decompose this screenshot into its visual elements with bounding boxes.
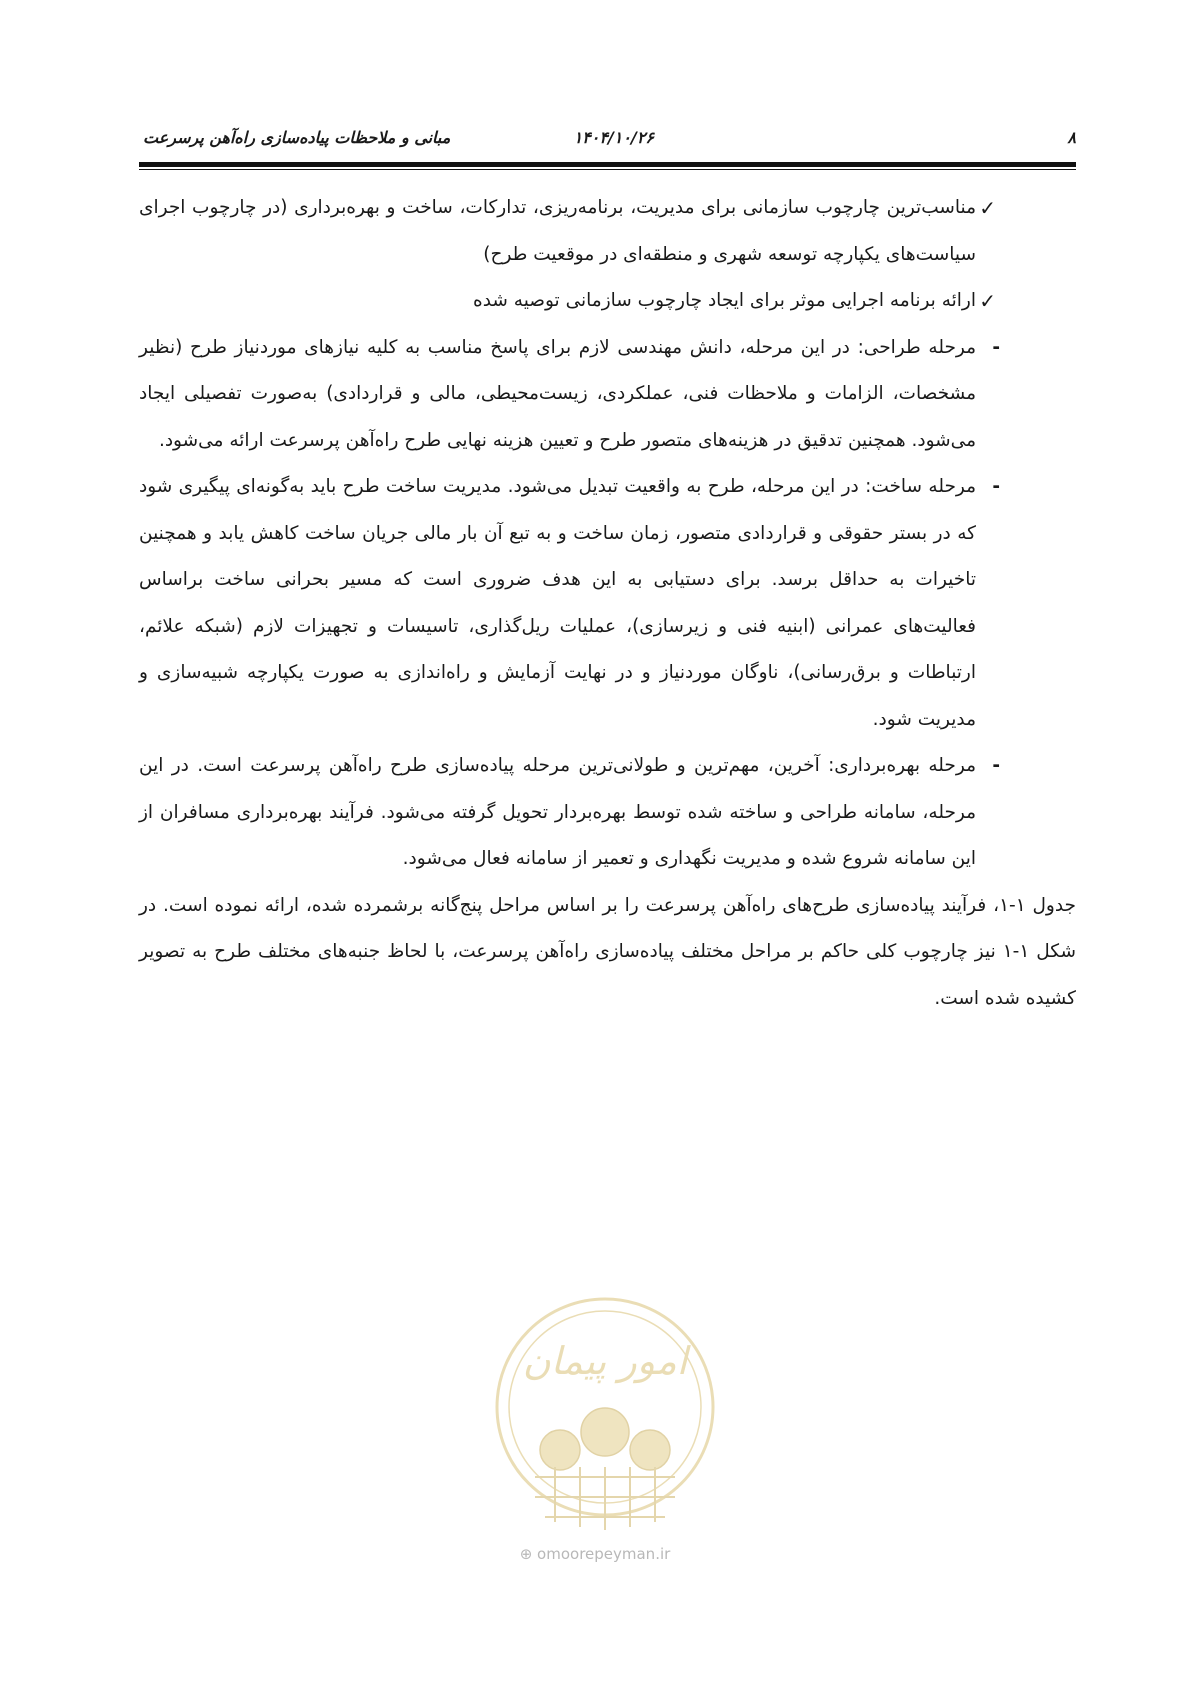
body-paragraph: جدول ۱-۱، فرآیند پیاده‌سازی طرح‌های راه‌آهن پرسرعت را بر اساس مراحل پنج‌گانه برشمرده شده، ارائه نموده است. در شکل ۱-۱ نیز چارچوب کلی حاکم بر مراحل مختلف پیاده‌سازی راه‌آهن پرسرعت، با لحاظ جنبه‌های مختلف طرح به تصویر کشیده شده است. [139, 894, 1077, 1009]
page-body [139, 185, 1076, 1022]
page-number: ۸ [1067, 128, 1076, 147]
check-list-item [139, 185, 1076, 278]
watermark-site [480, 1545, 710, 1563]
dash-list-item [139, 464, 1076, 743]
seal-logo-text: امور پیمان [522, 1339, 688, 1383]
dash-item-text: مرحله بهره‌برداری: آخرین، مهم‌ترین و طولانی‌ترین مرحله پیاده‌سازی طرح راه‌آهن پرسرعت است. در این مرحله، سامانه طراحی و ساخته شده توسط بهره‌بردار تحویل گرفته می‌شود. فرآیند بهره‌برداری مسافران از این سامانه شروع شده و مدیریت نگهداری و تعمیر از سامانه فعال می‌شود. [139, 755, 976, 869]
check-item-text: مناسب‌ترین چارچوب سازمانی برای مدیریت، برنامه‌ریزی، تدارکات، ساخت و بهره‌برداری (در چارچوب اجرای سیاست‌های یکپارچه توسعه شهری و منطقه‌ای در موقعیت طرح) [139, 197, 976, 265]
header-rule-thick [139, 162, 1076, 167]
watermark-seal-logo [480, 1282, 730, 1547]
globe-icon: ⊕ [519, 1545, 533, 1563]
check-mark-icon: ✓ [979, 196, 996, 220]
dash-bullet-icon: - [992, 755, 1000, 776]
header-title: مبانی و ملاحظات پیاده‌سازی راه‌آهن پرسرعت [143, 128, 451, 147]
dash-list-item [139, 325, 1076, 465]
check-list-item [139, 278, 1076, 325]
dash-list-item [139, 743, 1076, 883]
watermark-site-text: omoorepeyman.ir [537, 1545, 671, 1563]
header-rule-thin [139, 169, 1076, 170]
header-date: ۱۴۰۴/۱۰/۲۶ [573, 128, 654, 147]
dash-bullet-icon: - [992, 336, 1000, 358]
check-mark-icon: ✓ [979, 289, 996, 313]
dash-item-text: مرحله ساخت: در این مرحله، طرح به واقعیت تبدیل می‌شود. مدیریت ساخت طرح باید به‌گونه‌ای پیگیری شود که در بستر حقوقی و قراردادی متصور، زمان ساخت و به تبع آن بار مالی جریان ساخت کاهش یابد و همچنین تاخیرات به حداقل برسد. برای دستیابی به این هدف ضروری است که مسیر بحرانی ساخت براساس فعالیت‌های عمرانی (ابنیه فنی و زیرسازی)، عملیات ریل‌گذاری، تاسیسات و تجهیزات لازم (شبکه علائم، ارتباطات و برق‌رسانی)، ناوگان موردنیاز و در نهایت آزمایش و راه‌اندازی به صورت یکپارچه شبیه‌سازی و مدیریت شود. [139, 476, 976, 730]
dash-bullet-icon: - [992, 476, 1000, 497]
check-item-text: ارائه برنامه اجرایی موثر برای ایجاد چارچوب سازمانی توصیه شده [473, 290, 976, 311]
dash-item-text: مرحله طراحی: در این مرحله، دانش مهندسی لازم برای پاسخ مناسب به کلیه نیازهای موردنیاز طرح (نظیر مشخصات، الزامات و ملاحظات فنی، عملکردی، زیست‌محیطی، مالی و قراردادی) به‌صورت تفصیلی ایجاد می‌شود. همچنین تدقیق در هزینه‌های متصور طرح و تعیین هزینه نهایی طرح راه‌آهن پرسرعت ارائه می‌شود. [139, 336, 976, 451]
page-header [139, 128, 1076, 148]
